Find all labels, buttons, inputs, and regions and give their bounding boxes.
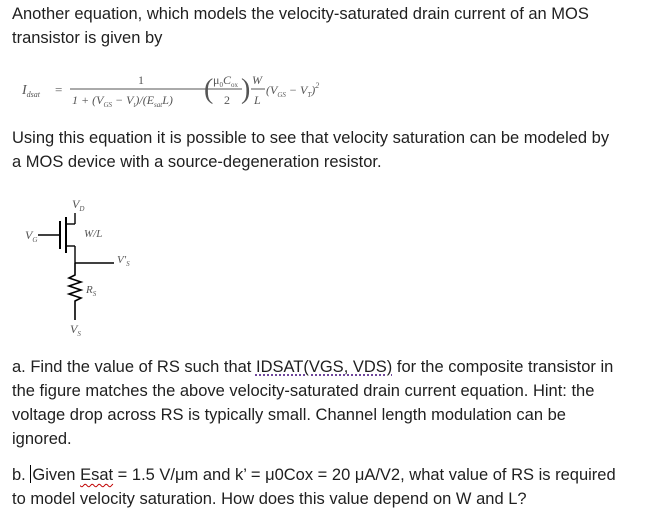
question-b[interactable] — [12, 463, 642, 511]
question-a-line-2: the figure matches the above velocity-saturated drain current equation. Hint: the — [12, 382, 595, 400]
vs-prime-label: $V'_S$ — [117, 254, 130, 268]
eq-left-paren: ( — [204, 74, 214, 105]
rs-resistor — [69, 263, 81, 320]
using-line-2: a MOS device with a source-degeneration resistor. — [12, 153, 382, 171]
eq-two: 2 — [224, 93, 230, 107]
eq-l: L — [254, 93, 261, 107]
question-a — [12, 355, 642, 451]
wl-label: W/L — [84, 228, 103, 240]
eq-right-paren: ) — [241, 74, 251, 105]
eq-numerator: 1 — [138, 73, 144, 87]
question-a-line-1: a. Find the value of RS such that IDSAT(VGS, VDS) for the composite transistor in — [12, 358, 614, 376]
degenerated-mos-circuit — [22, 195, 162, 338]
intro-line-2: transistor is given by — [12, 29, 163, 47]
esat-term: Esat — [80, 466, 114, 484]
vs-label: $V_S$ — [70, 322, 81, 338]
rs-label: $R_S$ — [86, 284, 97, 298]
vd-label: $V_D$ — [72, 197, 85, 213]
idsat-term: IDSAT(VGS, VDS) — [255, 358, 393, 376]
using-paragraph — [12, 126, 642, 174]
eq-w: W — [252, 73, 262, 87]
vg-label: $V_G$ — [25, 228, 38, 244]
using-line-1: Using this equation it is possible to see that velocity saturation can be modeled by — [12, 129, 610, 147]
eq-equals: = — [55, 82, 63, 97]
velocity-saturation-equation — [22, 68, 422, 118]
question-b-line-2: to model velocity saturation. How does this value depend on W and L? — [12, 490, 527, 508]
intro-paragraph — [12, 2, 642, 50]
question-a-line-4: ignored. — [12, 430, 72, 448]
eq-lhs: $I_{dsat}$ — [22, 83, 41, 99]
eq-denominator: $1 + (V_{GS} - V_t)/(E_{sat}L)$ — [72, 93, 173, 109]
intro-line-1: Another equation, which models the velocity-saturated drain current of an MOS — [12, 5, 589, 23]
eq-tail: $(V_{GS} - V_T)^2$ — [266, 81, 320, 99]
eq-mu-cox: $\mu_0C_{ox}$ — [213, 73, 238, 89]
question-a-line-3: voltage drop across RS is typically small. Channel length modulation can be — [12, 406, 566, 424]
question-b-line-1: b. Given Esat = 1.5 V/μm and k’ = μ0Cox = 20 μA/V2, what value of RS is required — [12, 466, 616, 484]
